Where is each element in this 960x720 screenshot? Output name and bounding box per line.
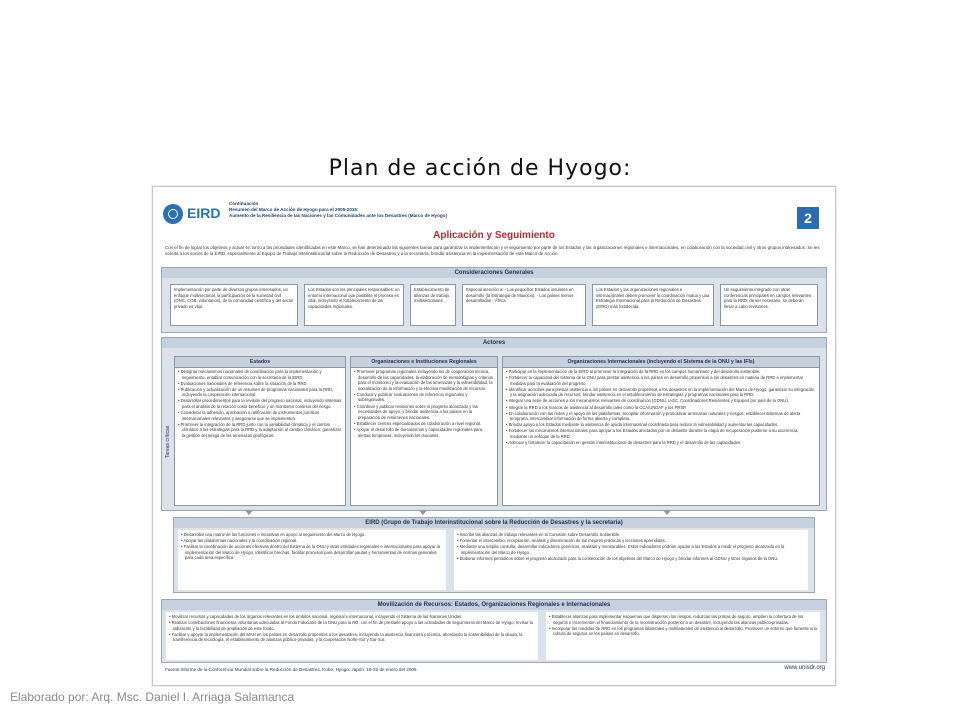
critical-tasks-label: Tareas críticas xyxy=(165,425,171,458)
header-line: Continuación xyxy=(229,201,259,206)
slide-footer: Elaborado por: Arq. Msc. Daniel I. Arriaga Salamanca xyxy=(10,690,295,704)
list-item: • Movilizar recursos y capacidades de los órganos relevantes en los ámbitos nacional, regional e internacional, incluyendo el Sistema de las Naciones Unidas. xyxy=(169,614,535,620)
list-item: • Realizar contribuciones financieras voluntarias adecuadas al Fondo Fiduciario de la ONU para la RD, con el fin de prestarle apoyo a las actividades de seguimiento del Marco de Hyogo; revisar la utilización y la factibilidad de ampliación de este fondo. xyxy=(169,620,535,631)
list-item: • Apoyar las plataformas nacionales y la coordinación regional. xyxy=(181,538,443,544)
list-item: • Elaborar informes periódicos sobre el progreso alcanzado para la consecución de los objetivos del Marco de Hyogo y brindar informes al GDNU y otros órganos de la ONU. xyxy=(457,556,805,562)
list-item: • Adecuar y fortalecer la capacitación en gestión interinstitucional de desastres para la RRD y el desarrollo de las capacidades. xyxy=(506,440,816,446)
list-item: • Mediante una amplia consulta, desarrollar indicadores genéricos, realistas y mensurables. Estos indicadores podrían ayudar a los Estados a medir el progreso alcanzado en la implementación del Marco de Hyogo. xyxy=(457,544,805,555)
list-item: • Identificar acciones para prestar asistencia a los países en desarrollo propensos a los desastres en la implementación del Marco de Hyogo; garantizar su integración y la asignación adecuada de recursos; brindar asistencia en el establecimiento de estrategias y programas nacionales para la RRD. xyxy=(506,387,816,398)
list-item: • Brindar apoyo a los Estados mediante la asistencia de ayuda internacional coordinada para reducir la vulnerabilidad y aumentar las capacidades. xyxy=(506,422,816,428)
consideration-box: Un seguimiento integrado con otras conferencias principales en campos relevantes para la RRD; de ser necesario, se deberán llevar a cabo revisiones. xyxy=(720,284,818,326)
un-emblem-icon xyxy=(163,204,183,224)
consideration-box: Los Estados y las organizaciones regionales e internacionales deben promover la coordinación mutua y una Estrategia Internacional para la Reducción de Desastres (EIRD) más fortalecida. xyxy=(592,284,714,326)
list-item: • Integrar una serie de acciones a los mecanismos relevantes de coordinación (GDNU, IASC, Coordinadores Residentes y Equipos por país de la ONU). xyxy=(506,398,816,404)
general-considerations-section xyxy=(161,267,827,333)
resources-section xyxy=(161,599,827,663)
regional-orgs-column xyxy=(350,356,498,506)
list-item: • Inscribir las alianzas de trabajo relevantes en la Comisión sobre Desarrollo Sostenible. xyxy=(457,532,805,538)
resources-left-list xyxy=(166,612,538,660)
list-item: • Establecer alianzas para implementar esquemas que dispersen los riesgos, reduzcan las primas de seguro, amplíen la cobertura de los seguros e incrementen el financiamiento de la reconstrucción posterior a un desastre, incluyendo las alianzas público-privadas. xyxy=(549,614,817,625)
eird-logo: EIRD xyxy=(187,205,221,221)
list-item: • Designar mecanismos nacionales de coordinación para la implementación y seguimiento, entablar comunicación con la secretaría de la EIRD. xyxy=(178,369,342,380)
list-item: • Publicación y actualización de un resumen de programas nacionales para la RRD, incluyendo la cooperación internacional. xyxy=(178,387,342,398)
list-item: • Facilitar la coordinación de acciones efectivas dentro del Sistema de la ONU y otras entidades regionales e internacionales para apoyar la implementación del Marco de Hyogo, identificar brechas, facilitar procesos para desarrollar pautas y herramientas de normas generales para cada área específica. xyxy=(181,544,443,561)
poster-header xyxy=(159,201,819,231)
list-item: • Promover la integración de la RRD junto con la variabilidad climática y el cambio climático a las estrategias para la RRD y la adaptación al cambio climático; garantizar la gestión del riesgo de las amenazas geológicas. xyxy=(178,422,342,439)
list-item: • Integrar la RRD a los marcos de asistencia al desarrollo tales como la CCA/UNDAF y los PRSP. xyxy=(506,405,816,411)
down-arrow-icon xyxy=(663,510,671,515)
list-item: • En colaboración con las redes y el apoyo de las plataformas, recopilar información y pronosticar amenazas naturales y riesgos; establecer sistemas de alerta temprana, intercambiar información de forma abierta y completa. xyxy=(506,411,816,422)
list-item: • Apoyar el desarrollo de mecanismos y capacidades regionales para alertas tempranas, incluyendo los tsunamis. xyxy=(354,427,494,438)
states-column xyxy=(174,356,346,506)
eird-left-list xyxy=(178,530,446,590)
poster-header-text xyxy=(229,201,447,219)
actors-section xyxy=(161,337,827,511)
eird-section xyxy=(173,517,815,593)
international-orgs-heading: Organizaciones Internacionales (incluyendo el Sistema de la ONU y las IFIs) xyxy=(503,357,819,368)
actors-heading: Actores xyxy=(162,338,826,348)
list-item: • Desarrollar una matriz de las funciones e iniciativas en apoyo al seguimiento del Marco de Hyogo. xyxy=(181,532,443,538)
consideration-box: Especial atención a: - Los pequeños Estados insulares en desarrollo (la Estrategia de Mauricio); - Los países menos desarrollados - África xyxy=(462,284,586,326)
regional-orgs-heading: Organizaciones e Instituciones Regionales xyxy=(351,357,497,368)
list-item: • Fortalecer los mecanismos internacionales para apoyar a los Estados afectados por un desastre durante la etapa de recuperación posterior a su ocurrencia, mediante un enfoque de la RRD. xyxy=(506,428,816,439)
list-item: • Conducir y publicar evaluaciones de referencia regionales y subregionales. xyxy=(354,392,494,403)
hyogo-framework-poster xyxy=(152,186,836,686)
source-note: Fuente:Informe de la Conferencia Mundial sobre la Reducción de Desastres, Kobe, Hyogo, Japón, 18-22 de enero del 2005 xyxy=(165,667,417,672)
poster-title: Aplicación y Seguimiento xyxy=(433,230,555,241)
international-orgs-column xyxy=(502,356,820,506)
states-heading: Estados xyxy=(175,357,345,368)
resources-heading: Movilización de Recursos: Estados, Organizaciones Regionales e Internacionales xyxy=(162,600,826,610)
eird-heading: EIRD (Grupo de Trabajo Interinstitucional sobre la Reducción de Desastres y la secretaría) xyxy=(174,518,814,528)
list-item: • Participar en la implementación de la EIRD al promover la integración de la RRD en los campos humanitario y del desarrollo sostenible. xyxy=(506,369,816,375)
list-item: • Establecer centros especializados de colaboración a nivel regional. xyxy=(354,421,494,427)
page-number-badge: 2 xyxy=(797,207,819,229)
slide-title: Plan de acción de Hyogo: xyxy=(328,156,632,181)
down-arrow-icon xyxy=(245,510,253,515)
consideration-box: Implementación por parte de diversos grupos interesados, un enfoque multisectorial, la participación de la sociedad civil (ONG, COB, voluntarios), de la comunidad científica y del sector privado es vital. xyxy=(170,284,298,326)
list-item: • Desarrollar procedimientos para la revisión del progreso nacional, incluyendo sistemas para el análisis de la relación costo-beneficio y un monitoreo continuo del riesgo. xyxy=(178,398,342,409)
consideration-box: Establecimiento de alianzas de trabajo multisectoriales xyxy=(410,284,456,326)
general-considerations-heading: Consideraciones Generales xyxy=(162,268,826,278)
list-item: • Fomentar el intercambio, recopilación, análisis y diseminación de las mejores prácticas y lecciones aprendidas. xyxy=(457,538,805,544)
header-line: Aumento de la Resiliencia de las Naciones y las Comunidades ante los Desastres (Marco de Hyogo) xyxy=(229,213,448,218)
unisdr-link[interactable]: www.unisdr.org xyxy=(784,665,825,671)
list-item: • Promover programas regionales incluyendo los de cooperación técnica, desarrollo de las capacidades, la elaboración de metodologías y criterios para el monitoreo y la evaluación de las amenazas y la vulnerabilidad, la socialización de la información y la efectiva movilización de recursos. xyxy=(354,369,494,391)
poster-intro: Con el fin de lograr los objetivos y actuar en torno a las prioridades identificadas en este Marco, se han determinado las siguientes tareas para garantizar la implementación y el seguimiento por parte de los Estados y las organizaciones regionales e internacionales, en colaboración con la sociedad civil y otros grupos interesados. Se les solicita a los socios de la EIRD, especialmente al Equipo de Trabajo Interinstitucional sobre la Reducción de Desastres y a la secretaría, brindar asistencia en la implementación de este Marco de Acción. xyxy=(165,245,820,256)
down-arrow-icon xyxy=(419,510,427,515)
list-item: • Evaluaciones nacionales de referencia sobre la situación de la RRD. xyxy=(178,381,342,387)
list-item: • Coordinar y publicar revisiones sobre el progreso alcanzado y las necesidades de apoyo, y brindar asistencia a los países en la preparación de resúmenes nacionales. xyxy=(354,404,494,421)
list-item: • Fortalecer la capacidad del Sistema de la ONU para prestar asistencia a los países en desarrollo propensos a los desastres en materia de RRD e implementar medidas para la evaluación del progreso. xyxy=(506,375,816,386)
eird-right-list xyxy=(454,530,808,590)
consideration-box: Los Estados son los principales responsables; un entorno internacional que posibilite el proceso es vital, incluyendo el fortalecimiento de las capacidades regionales. xyxy=(304,284,404,326)
header-line: Resumen del Marco de Acción de Hyogo para el 2005-2015: xyxy=(229,207,359,212)
list-item: • Considerar la adhesión, aprobación o ratificación de instrumentos jurídicos internacionales relevantes y asegurarse que se implementen. xyxy=(178,410,342,421)
resources-right-list xyxy=(546,612,820,660)
list-item: • Facilitar y apoyar la implementación del MAH en los países en desarrollo propensos a los desastres, incluyendo la asistencia financiera y técnica, abordando la sostenibilidad de la deuda, la transferencia de tecnología, el establecimiento de alianzas público-privadas, y la cooperación Norte-Sur y Sur-Sur. xyxy=(169,632,535,643)
list-item: • Incorporar las medidas de RRD en los programas bilaterales y multilaterales de asistencia al desarrollo. Promover un entorno que fomente una cultura de seguros en los países en desarrollo. xyxy=(549,626,817,637)
